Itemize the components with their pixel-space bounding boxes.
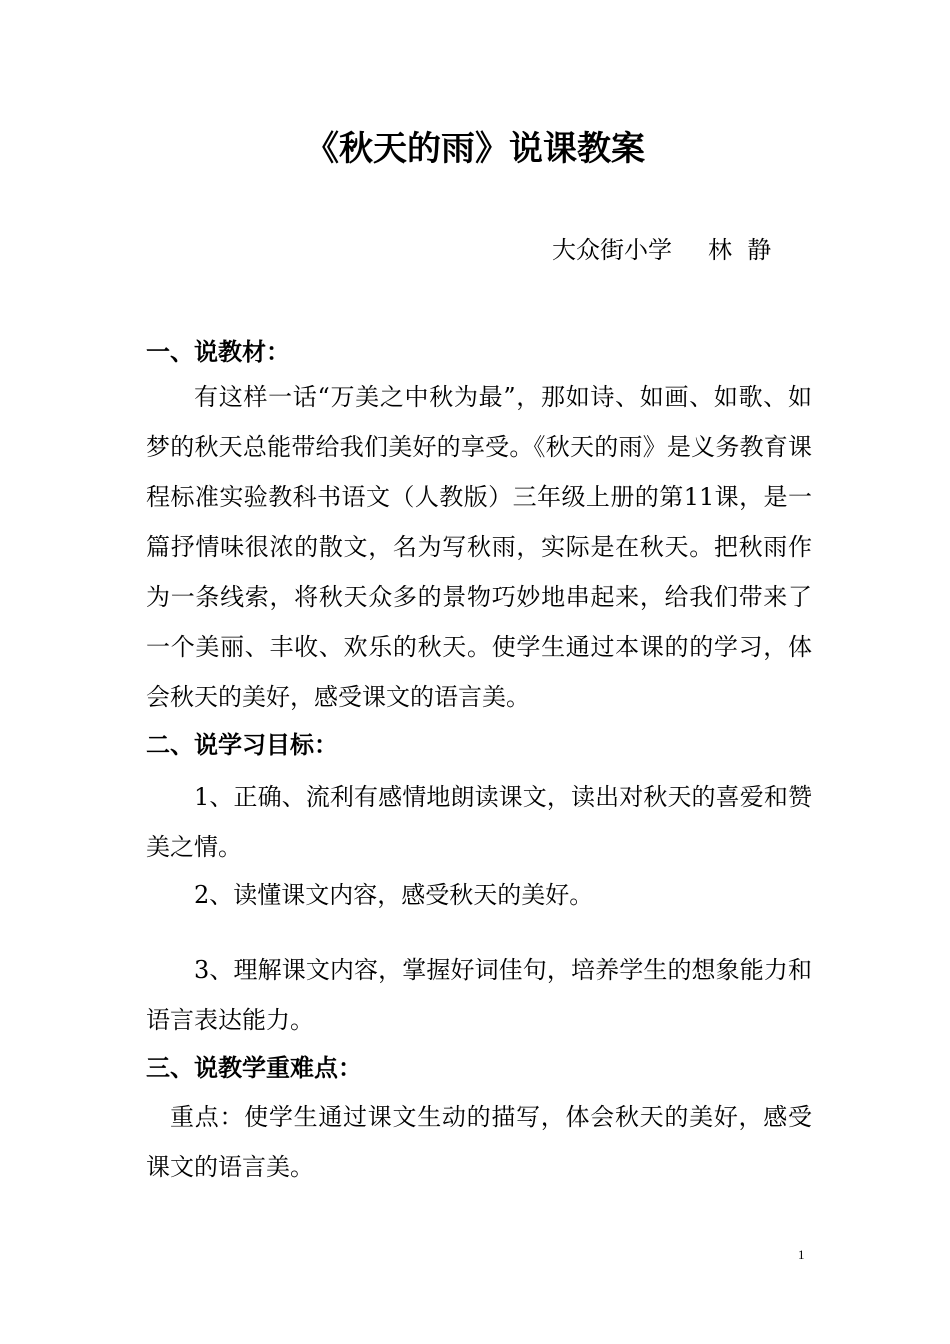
author-school: 大众街小学: [552, 236, 672, 264]
section-heading-key-points: 三、说教学重难点：: [146, 1053, 362, 1082]
document-title: 《秋天的雨》说课教案: [305, 129, 645, 169]
paragraph-goal-3: 3、理解课文内容，掌握好词佳句，培养学生的想象能力和语言表达能力。: [146, 956, 812, 1034]
section-heading-teaching-material: 一、说教材：: [146, 337, 290, 366]
page-number: 1: [798, 1247, 805, 1262]
paragraph-goal-1: 1、正确、流利有感情地朗读课文，读出对秋天的喜爱和赞美之情。: [146, 783, 812, 861]
section-heading-learning-goals: 二、说学习目标：: [146, 730, 338, 759]
paragraph-goal-2: 2、读懂课文内容，感受秋天的美好。: [194, 881, 594, 909]
author-line: [552, 230, 771, 270]
paragraph-teaching-material: 有这样一话“万美之中秋为最”，那如诗、如画、如歌、如梦的秋天总能带给我们美好的享受。《秋天的雨》是义务教育课程标准实验教科书语文（人教版）三年级上册的第11课，是一篇抒情味很浓的散文，名为写秋雨，实际是在秋天。把秋雨作为一条线索，将秋天众多的景物巧妙地串起来，给我们带来了一个美丽、丰收、欢乐的秋天。使学生通过本课的的学习，体会秋天的美好，感受课文的语言美。: [146, 383, 812, 711]
author-name: 林 静: [708, 236, 772, 264]
paragraph-key-points: 重点：使学生通过课文生动的描写，体会秋天的美好，感受课文的语言美。: [146, 1103, 812, 1181]
